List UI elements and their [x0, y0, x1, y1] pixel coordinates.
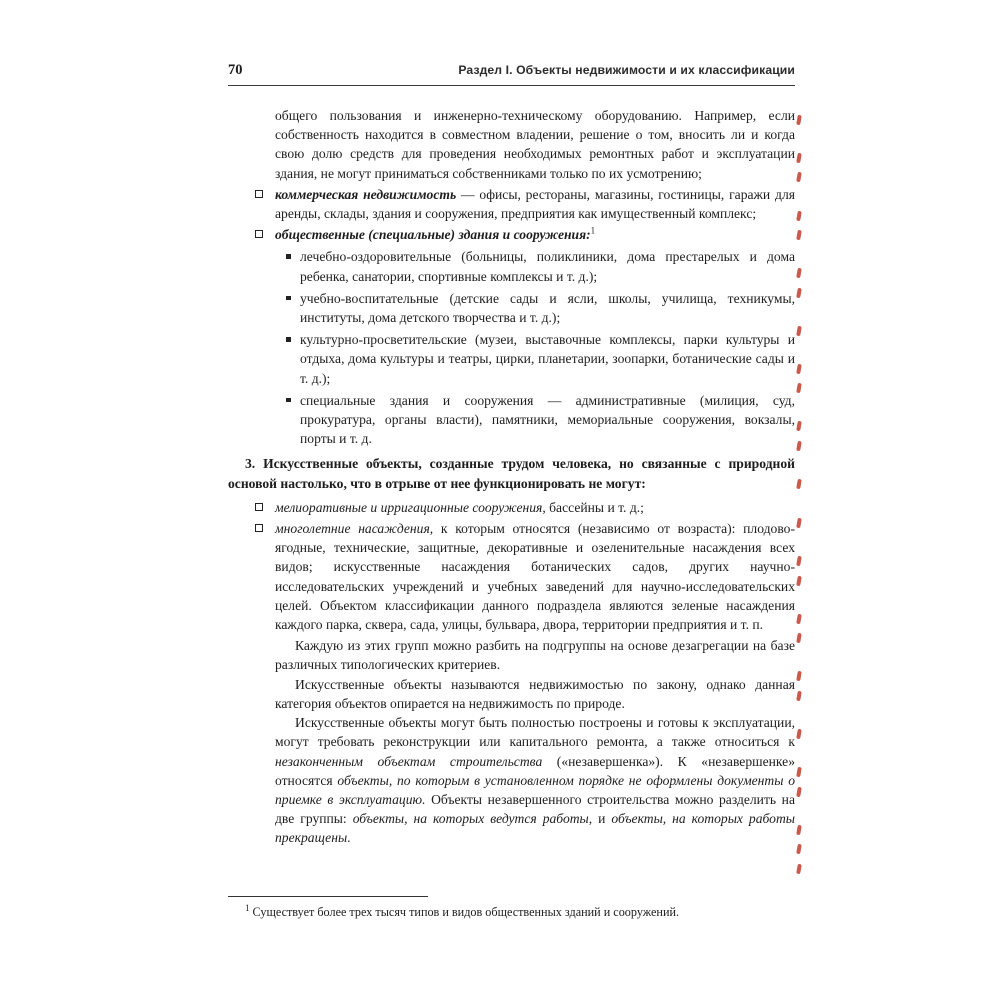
- scan-mark: [796, 115, 802, 126]
- scan-mark: [796, 153, 802, 164]
- list-item-public-buildings: [275, 225, 795, 244]
- sub-item-educational: [300, 289, 795, 327]
- scan-mark: [796, 864, 802, 875]
- page-number: 70: [228, 62, 243, 78]
- scan-mark: [796, 518, 802, 529]
- scan-mark: [796, 556, 802, 567]
- text-segment-italic: объекты, на которых работы прекращены: [275, 811, 795, 846]
- text-segment: Объекты незавершенного строительства можно разделить на две группы:: [275, 791, 795, 827]
- list-item-perennial-plantings: [275, 519, 795, 634]
- text-segment-italic: объекты, по которым в установленном порядке не оформлены документы о приемке в эксплуатацию.: [275, 772, 795, 807]
- paragraph-unfinished: [275, 713, 795, 847]
- list-item-melioration: [275, 498, 795, 517]
- scan-mark: [796, 671, 802, 682]
- text-segment: Искусственные объекты могут быть полностью построены и готовы к эксплуатации, могут требовать реконструкции или капитального ремонта, а также относиться к: [275, 715, 795, 750]
- header-rule: [228, 85, 795, 86]
- list-term: мелиоративные и ирригационные сооружения: [275, 499, 543, 515]
- text-segment: .: [347, 830, 351, 846]
- sub-item-text: лечебно-оздоровительные (больницы, поликлиники, дома престарелых и дома ребенка, санатории, спортивные комплексы и т. д.);: [300, 249, 795, 284]
- sub-item-special: [300, 391, 795, 449]
- scan-mark: [796, 211, 802, 222]
- small-square-bullet-icon: [286, 254, 291, 259]
- text-segment: («незавершенка»). К «незавершенке» относятся: [275, 753, 795, 788]
- scan-mark: [796, 691, 802, 702]
- footnote-ref: 1: [590, 225, 596, 236]
- list-term: многолетние насаждения: [275, 521, 430, 537]
- square-bullet-icon: [255, 230, 263, 238]
- sub-item-text: учебно-воспитательные (детские сады и ясли, школы, училища, техникумы, институты, дома детского творчества и т. д.);: [300, 290, 795, 326]
- footnote-marker: 1: [245, 902, 250, 913]
- small-square-bullet-icon: [286, 398, 291, 403]
- scan-mark: [796, 825, 802, 836]
- list-text: , бассейны и т. д.;: [542, 499, 644, 515]
- list-text: — офисы, рестораны, магазины, гостиницы, гаражи для аренды, склады, здания и сооружения, предприятия как имущественный комплекс;: [275, 186, 795, 222]
- footnote-area: [228, 896, 795, 920]
- indented-block-2: [228, 498, 795, 848]
- scan-mark: [796, 383, 802, 394]
- running-head-title: Раздел I. Объекты недвижимости и их классификации: [458, 63, 795, 77]
- scan-mark: [796, 787, 802, 798]
- scan-mark: [796, 767, 802, 778]
- scan-mark: [796, 576, 802, 587]
- continuation-paragraph: общего пользования и инженерно-техническому оборудованию. Например, если собственность находится в совместном владении, решение о том, вносить ли и когда свою долю средств для проведения необходимых ремонтных работ и эксплуатации здания, не могут приниматься собственниками только по их усмотрению;: [275, 108, 795, 181]
- sub-item-text: культурно-просветительские (музеи, выставочные комплексы, парки культуры и отдыха, дома культуры и театры, цирки, планетарии, зоопарки, ботанические сады и т. д.);: [300, 332, 795, 386]
- scan-mark: [796, 844, 802, 855]
- indented-block-1: [228, 106, 795, 448]
- scan-mark: [796, 364, 802, 375]
- text-segment: , и: [588, 811, 612, 827]
- scan-mark: [796, 268, 802, 279]
- footnote-text: Существует более трех тысяч типов и видов общественных зданий и сооружений.: [252, 905, 680, 919]
- sub-item-text: специальные здания и сооружения — административные (милиция, суд, прокуратура, органы власти), памятники, мемориальные сооружения, вокзалы, порты и т. д.: [300, 392, 795, 447]
- section-heading: 3. Искусственные объекты, созданные трудом человека, но связанные с природной основой настолько, что в отрыве от нее функционировать не могут:: [228, 456, 795, 491]
- scan-mark: [796, 326, 802, 337]
- paragraph-groups: Каждую из этих групп можно разбить на подгруппы на основе дезагрегации на базе различных типологических критериев.: [275, 638, 795, 673]
- square-bullet-icon: [255, 503, 263, 511]
- scan-mark: [796, 614, 802, 625]
- list-text: , к которым относятся (независимо от возраста): плодово-ягодные, технические, защитные, декоративные и озеленительные насаждения всех видов; искусственные насаждения ботанических садов, других научно-исследовательских учреждений и учебных заведений для научно-исследовательских целей. Объектом классификации данного подраздела являются зеленые насаждения каждого парка, сквера, сада, улицы, бульвара, двора, территории предприятия и т. п.: [275, 521, 795, 633]
- scan-mark: [796, 172, 802, 183]
- sub-item-medical: [300, 247, 795, 285]
- scan-mark: [796, 288, 802, 299]
- scan-mark: [796, 729, 802, 740]
- footnote-divider: [228, 896, 428, 897]
- scan-mark: [796, 633, 802, 644]
- scan-mark: [796, 421, 802, 432]
- footnote: [228, 904, 795, 920]
- text-segment-italic: незаконченным объектам строительства: [275, 753, 543, 769]
- scan-mark: [796, 479, 802, 490]
- small-square-bullet-icon: [286, 296, 291, 301]
- running-head: [228, 62, 795, 79]
- list-item-commercial: [275, 185, 795, 223]
- scan-mark: [796, 230, 802, 241]
- square-bullet-icon: [255, 524, 263, 532]
- scan-mark: [796, 441, 802, 452]
- list-term: общественные (специальные) здания и сооружения:: [275, 227, 591, 243]
- sub-item-cultural: [300, 330, 795, 388]
- list-term: коммерческая недвижимость: [275, 186, 457, 202]
- text-segment-italic: объекты, на которых ведутся работы: [352, 811, 589, 827]
- paragraph-by-law: Искусственные объекты называются недвижимостью по закону, однако данная категория объектов опирается на недвижимость по природе.: [275, 676, 795, 711]
- square-bullet-icon: [255, 190, 263, 198]
- small-square-bullet-icon: [286, 337, 291, 342]
- main-text-column: [228, 106, 795, 848]
